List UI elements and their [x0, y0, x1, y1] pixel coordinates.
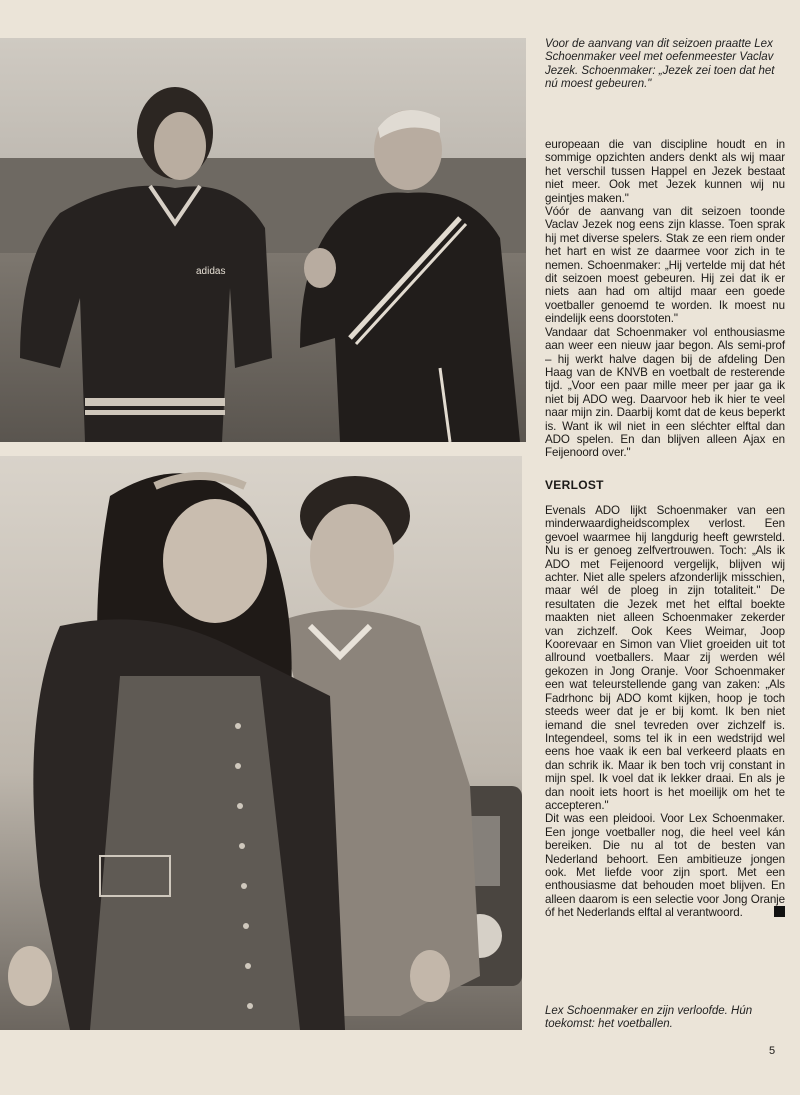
photo-couple-image — [0, 456, 522, 1030]
end-of-article-mark — [774, 906, 785, 917]
article-column-b — [545, 504, 785, 920]
paragraph: europeaan die van discipline houdt en in sommige opzichten anders denkt als wij maar het verschil tussen Happel en Jezek bestaat niet meer. Ook met Jezek kunnen wij nu geintjes maken." — [545, 138, 785, 205]
caption-top: Voor de aanvang van dit seizoen praatte Lex Schoenmaker veel met oefenmeester Vaclav Jezek. Schoenmaker: „Jezek zei toen dat het nú moest gebeuren." — [545, 38, 775, 91]
section-heading: VERLOST — [545, 478, 604, 492]
photo-players-field-image — [0, 38, 526, 442]
caption-bottom: Lex Schoenmaker en zijn verloofde. Hún toekomst: het voetballen. — [545, 1005, 753, 1031]
paragraph — [545, 812, 785, 919]
paragraph: Evenals ADO lijkt Schoenmaker van een minderwaardigheidscomplex verlost. Een gevoel waarmee hij langdurig heeft gewrsteld. Nu is er genoeg zelfvertrouwen. Toch: „Als ik ADO met Feijenoord vergelijk, blijven wij achter. Niet alle spelers afzonderlijk misschien, maar wél de ploeg in zijn totaliteit." De resultaten die Jezek met het elftal boekte maakten niet alleen Schoenmaker zekerder van zichzelf. Ook Kees Weimar, Joop Koorevaar en Simon van Vliet groeiden uit tot allround voetballers. Maar zij werden wél gekozen in Jong Oranje. Voor Schoenmaker een wat teleurstellende gang van zaken: „Als Fadrhonc bij ADO komt kijken, hoop je toch steeds weer dat je er bij komt. Ik ben niet iemand die snel tevreden over zichzelf is. Integendeel, soms tel ik in een wedstrijd wel eens hoe vaak ik een bal verkeerd plaats en dan schrik ik. Maar ik ben toch vrij constant in mijn spel. Ik voel dat ik lekker draai. En als je dan nooit iets hoort is het moeilijk om het te accepteren." — [545, 504, 785, 812]
photo-couple — [0, 456, 522, 1030]
photo-players-field — [0, 38, 526, 442]
page-number: 5 — [769, 1045, 776, 1057]
article-column-a — [545, 138, 785, 460]
paragraph: Vóór de aanvang van dit seizoen toonde Vaclav Jezek nog eens zijn klasse. Toen sprak hij met diverse spelers. Stak ze een riem onder het hart en wist ze daarmee voor zich in te nemen. Schoenmaker: „Hij vertelde mij dat hét dit seizoen moest gebeuren. Hij zei dat ik er niets aan had om altijd maar een goede voetballer genoemd te worden. Ik moest nu eindelijk eens doorstoten." — [545, 205, 785, 326]
adidas-logo: adidas — [196, 266, 226, 277]
paragraph: Vandaar dat Schoenmaker vol enthousiasme aan weer een nieuw jaar begon. Als semi-prof – hij werkt halve dagen bij de afdeling Den Haag van de KNVB en voetbalt de resterende tijd. „Voor een paar mille meer per jaar ga ik niet bij ADO weg. Daarvoor heb ik hier te veel naar mijn zin. Daarbij komt dat de keus beperkt is. Want ik wil niet in een sléchter elftal dan ADO spelen. En dan blijven alleen Ajax en Feijenoord over." — [545, 325, 785, 460]
paragraph-text: Dit was een pleidooi. Voor Lex Schoenmaker. Een jonge voetballer nog, die heel veel kán bereiken. Die nu al tot de besten van Nederland behoort. Een ambitieuze jongen ook. Met liefde voor zijn sport. Met een enthousiasme dat behouden moet blijven. En alleen daarom is een selectie voor Jong Oranje óf het Nederlands elftal al verantwoord. — [545, 812, 785, 920]
